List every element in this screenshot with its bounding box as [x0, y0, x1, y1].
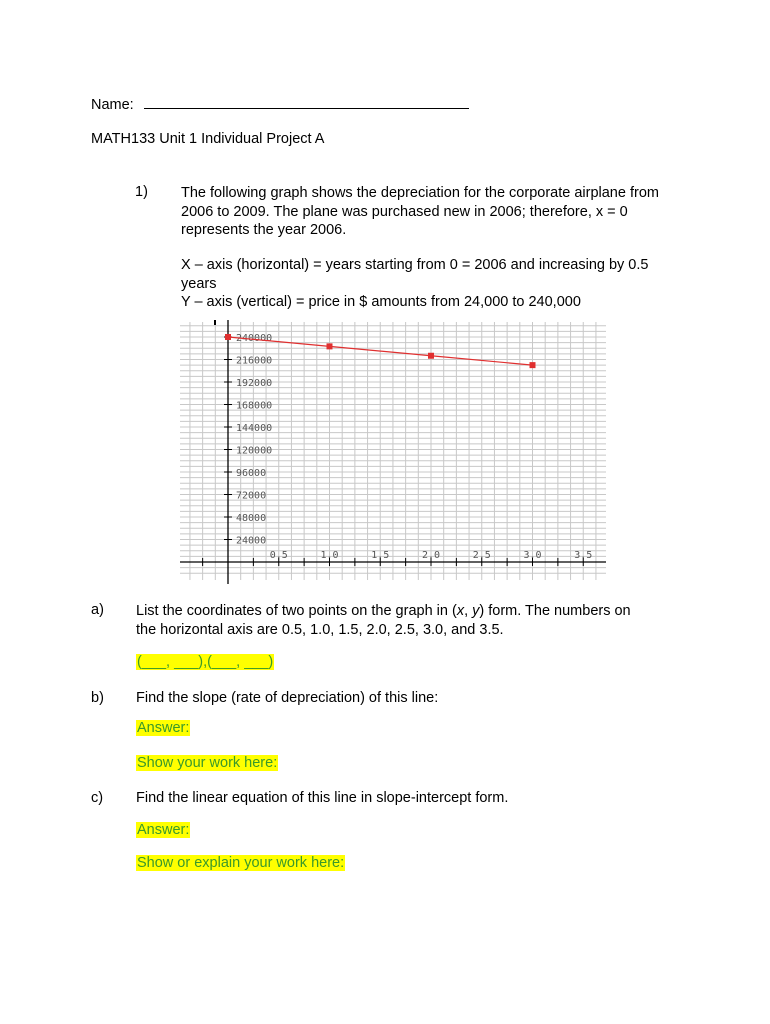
axis-description — [181, 256, 648, 312]
y-tick-label: 24000 — [236, 535, 267, 547]
part-a-answer-blank[interactable]: (___, ___),(___, ___) — [137, 654, 274, 670]
x-tick-label: 3.0 — [523, 550, 542, 561]
question-1-text — [181, 184, 659, 240]
y-tick-label: 216000 — [236, 355, 273, 367]
data-point — [530, 362, 536, 368]
x-tick-label: 1.5 — [371, 550, 390, 561]
y-tick-label: 96000 — [236, 468, 267, 479]
question-1-line-2: 2006 to 2009. The plane was purchased new in 2006; therefore, x = 0 — [181, 203, 628, 220]
question-1-line-1: The following graph shows the depreciation for the corporate airplane from — [181, 185, 659, 201]
depreciation-chart — [178, 318, 608, 586]
x-tick-label: 2.5 — [472, 550, 491, 561]
part-a-line-1: List the coordinates of two points on the graph in (x, y) form. The numbers on — [136, 603, 631, 619]
y-tick-label: 120000 — [236, 445, 273, 457]
axis-arrow-mark — [214, 320, 216, 325]
part-c-text: Find the linear equation of this line in slope-intercept form. — [136, 790, 509, 806]
name-row — [91, 94, 469, 113]
x-tick-label: 0.5 — [269, 550, 288, 561]
y-tick-label: 48000 — [236, 513, 267, 524]
part-c-label: c) — [91, 790, 104, 806]
part-c-answer[interactable]: Answer: — [137, 822, 190, 838]
x-axis-description: X – axis (horizontal) = years starting from 0 = 2006 and increasing by 0.5 — [181, 257, 649, 273]
part-b-label: b) — [91, 690, 104, 706]
x-tick-label: 1.0 — [320, 550, 339, 561]
part-b-work[interactable]: Show your work here: — [137, 755, 278, 771]
data-point — [327, 343, 333, 349]
data-point — [428, 353, 434, 359]
part-b-text: Find the slope (rate of depreciation) of this line: — [136, 690, 439, 706]
part-a-line-2: the horizontal axis are 0.5, 1.0, 1.5, 2.0, 2.5, 3.0, and 3.5. — [136, 621, 504, 638]
x-axis-description-cont: years — [181, 275, 217, 292]
data-point — [225, 334, 231, 340]
part-b-answer[interactable]: Answer: — [137, 720, 190, 736]
x-tick-labels — [270, 550, 593, 561]
y-tick-label: 144000 — [236, 423, 273, 434]
y-tick-label: 72000 — [236, 490, 267, 502]
part-a-text — [136, 602, 631, 639]
y-tick-label: 240000 — [236, 333, 273, 344]
part-a-label: a) — [91, 602, 104, 618]
y-axis-description: Y – axis (vertical) = price in $ amounts from 24,000 to 240,000 — [181, 294, 581, 310]
x-tick-label: 3.5 — [574, 550, 593, 561]
question-1-line-3: represents the year 2006. — [181, 222, 347, 238]
y-tick-labels — [236, 333, 272, 547]
y-tick-label: 168000 — [236, 400, 273, 412]
question-1-number: 1) — [135, 184, 148, 200]
y-tick-label: 192000 — [236, 378, 273, 389]
x-tick-label: 2.0 — [422, 550, 441, 561]
name-blank-field[interactable] — [144, 94, 469, 109]
course-title: MATH133 Unit 1 Individual Project A — [91, 131, 325, 147]
part-c-work[interactable]: Show or explain your work here: — [137, 855, 345, 871]
name-label: Name: — [91, 97, 134, 113]
